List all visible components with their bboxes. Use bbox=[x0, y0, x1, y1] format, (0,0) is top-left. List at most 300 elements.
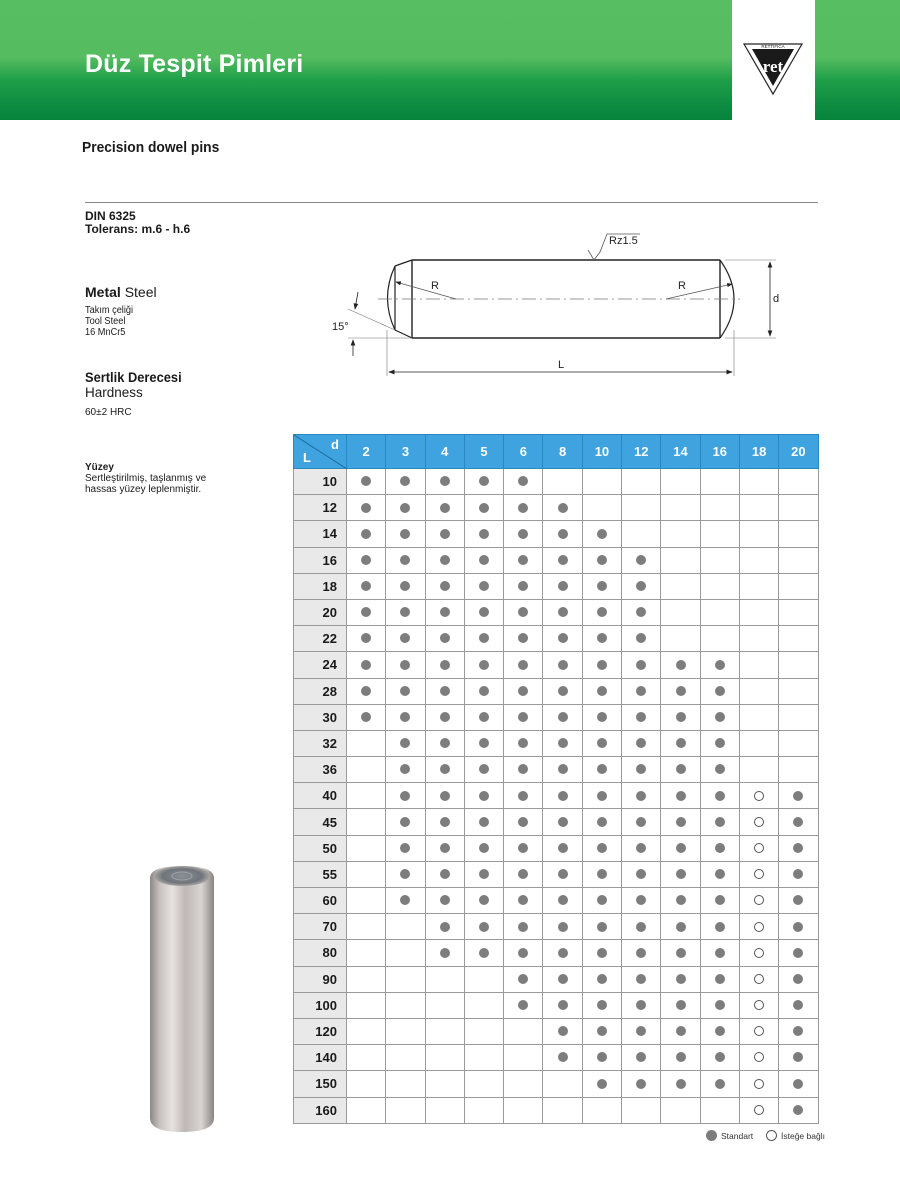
standard-dot-icon bbox=[440, 581, 450, 591]
standard-dot-icon bbox=[400, 869, 410, 879]
table-row bbox=[294, 992, 819, 1018]
standard-dot-icon bbox=[636, 660, 646, 670]
availability-cell bbox=[779, 809, 818, 835]
filled-circle-icon bbox=[706, 1130, 717, 1141]
availability-cell bbox=[543, 626, 582, 652]
availability-cell bbox=[464, 966, 503, 992]
pin-technical-drawing bbox=[320, 220, 800, 390]
row-header-length: 16 bbox=[294, 547, 347, 573]
table-row bbox=[294, 1045, 819, 1071]
availability-cell bbox=[739, 888, 778, 914]
availability-cell bbox=[386, 757, 425, 783]
row-header-length: 10 bbox=[294, 469, 347, 495]
standard-dot-icon bbox=[715, 686, 725, 696]
availability-cell bbox=[700, 940, 739, 966]
standard-info bbox=[85, 210, 190, 235]
standard-dot-icon bbox=[400, 895, 410, 905]
availability-cell bbox=[543, 992, 582, 1018]
standard-dot-icon bbox=[518, 476, 528, 486]
page-subtitle: Precision dowel pins bbox=[82, 139, 220, 156]
standard-dot-icon bbox=[793, 1079, 803, 1089]
standard-dot-icon bbox=[597, 948, 607, 958]
material-info bbox=[85, 285, 157, 338]
availability-cell bbox=[464, 835, 503, 861]
standard-dot-icon bbox=[518, 817, 528, 827]
surface-heading: Yüzey bbox=[85, 462, 114, 473]
standard-dot-icon bbox=[597, 1000, 607, 1010]
availability-cell bbox=[386, 888, 425, 914]
standard-dot-icon bbox=[793, 1026, 803, 1036]
standard-dot-icon bbox=[636, 581, 646, 591]
availability-cell bbox=[543, 704, 582, 730]
availability-cell bbox=[504, 992, 543, 1018]
availability-cell bbox=[425, 626, 464, 652]
availability-cell bbox=[504, 521, 543, 547]
availability-cell bbox=[661, 861, 700, 887]
standard-dot-icon bbox=[715, 817, 725, 827]
availability-cell bbox=[622, 888, 661, 914]
availability-cell bbox=[661, 678, 700, 704]
standard-dot-icon bbox=[479, 922, 489, 932]
availability-cell bbox=[739, 469, 778, 495]
standard-dot-icon bbox=[440, 948, 450, 958]
optional-dot-icon bbox=[754, 922, 764, 932]
dowel-pin-photo bbox=[146, 862, 218, 1134]
availability-cell bbox=[464, 678, 503, 704]
availability-cell bbox=[700, 809, 739, 835]
hardness-heading: Sertlik Derecesi bbox=[85, 369, 182, 385]
row-header-length: 100 bbox=[294, 992, 347, 1018]
availability-cell bbox=[543, 1071, 582, 1097]
standard-dot-icon bbox=[597, 529, 607, 539]
standard-dot-icon bbox=[518, 843, 528, 853]
table-corner-cell bbox=[294, 435, 347, 469]
legend-optional bbox=[766, 1130, 825, 1141]
standard-dot-icon bbox=[636, 843, 646, 853]
standard-dot-icon bbox=[558, 1026, 568, 1036]
standard-dot-icon bbox=[440, 817, 450, 827]
standard-dot-icon bbox=[597, 581, 607, 591]
availability-cell bbox=[622, 573, 661, 599]
availability-cell bbox=[504, 835, 543, 861]
availability-cell bbox=[386, 521, 425, 547]
availability-cell bbox=[661, 966, 700, 992]
availability-cell bbox=[347, 521, 386, 547]
availability-cell bbox=[386, 573, 425, 599]
column-header-d: 8 bbox=[543, 435, 582, 469]
standard-dot-icon bbox=[636, 1026, 646, 1036]
availability-cell bbox=[543, 1045, 582, 1071]
standard-dot-icon bbox=[558, 503, 568, 513]
availability-cell bbox=[622, 495, 661, 521]
availability-cell bbox=[464, 888, 503, 914]
availability-cell bbox=[700, 966, 739, 992]
table-row bbox=[294, 469, 819, 495]
availability-cell bbox=[622, 992, 661, 1018]
standard-dot-icon bbox=[518, 686, 528, 696]
standard-dot-icon bbox=[518, 974, 528, 984]
surface-line: Sertleştirilmiş, taşlanmış ve bbox=[85, 473, 207, 484]
column-header-d: 20 bbox=[779, 435, 818, 469]
availability-cell bbox=[425, 704, 464, 730]
availability-cell bbox=[582, 992, 621, 1018]
availability-cell bbox=[543, 469, 582, 495]
availability-cell bbox=[700, 730, 739, 756]
standard-dot-icon bbox=[715, 922, 725, 932]
availability-cell bbox=[543, 678, 582, 704]
availability-cell bbox=[386, 1097, 425, 1123]
row-header-length: 24 bbox=[294, 652, 347, 678]
standard-dot-icon bbox=[440, 686, 450, 696]
standard-dot-icon bbox=[793, 869, 803, 879]
standard-dot-icon bbox=[479, 817, 489, 827]
availability-cell bbox=[700, 547, 739, 573]
availability-cell bbox=[582, 940, 621, 966]
availability-cell bbox=[661, 809, 700, 835]
standard-dot-icon bbox=[793, 1105, 803, 1115]
surface-info bbox=[85, 462, 206, 495]
standard-dot-icon bbox=[479, 869, 489, 879]
availability-cell bbox=[464, 1097, 503, 1123]
availability-cell bbox=[347, 469, 386, 495]
availability-cell bbox=[700, 992, 739, 1018]
standard-dot-icon bbox=[479, 738, 489, 748]
availability-cell bbox=[425, 1045, 464, 1071]
standard-dot-icon bbox=[676, 843, 686, 853]
availability-cell bbox=[347, 835, 386, 861]
standard-dot-icon bbox=[597, 843, 607, 853]
row-header-length: 160 bbox=[294, 1097, 347, 1123]
availability-cell bbox=[543, 495, 582, 521]
hardness-value: 60±2 HRC bbox=[85, 407, 132, 419]
availability-cell bbox=[779, 678, 818, 704]
availability-cell bbox=[504, 626, 543, 652]
standard-dot-icon bbox=[793, 948, 803, 958]
availability-cell bbox=[739, 1097, 778, 1123]
availability-cell bbox=[386, 626, 425, 652]
availability-cell bbox=[504, 652, 543, 678]
availability-cell bbox=[661, 783, 700, 809]
legend-optional-label: İsteğe bağlı bbox=[781, 1130, 825, 1141]
availability-cell bbox=[504, 469, 543, 495]
availability-cell bbox=[347, 652, 386, 678]
standard-dot-icon bbox=[597, 791, 607, 801]
availability-cell bbox=[425, 809, 464, 835]
availability-cell bbox=[661, 573, 700, 599]
availability-cell bbox=[464, 469, 503, 495]
standard-dot-icon bbox=[558, 581, 568, 591]
availability-cell bbox=[700, 469, 739, 495]
svg-text:ret: ret bbox=[762, 57, 784, 76]
availability-table bbox=[293, 434, 819, 1124]
availability-cell bbox=[661, 992, 700, 1018]
column-header-d: 18 bbox=[739, 435, 778, 469]
standard-dot-icon bbox=[676, 1052, 686, 1062]
availability-cell bbox=[739, 966, 778, 992]
standard-dot-icon bbox=[558, 869, 568, 879]
availability-cell bbox=[543, 1018, 582, 1044]
open-circle-icon bbox=[766, 1130, 777, 1141]
availability-cell bbox=[622, 599, 661, 625]
availability-cell bbox=[661, 914, 700, 940]
availability-cell bbox=[543, 652, 582, 678]
availability-cell bbox=[386, 678, 425, 704]
availability-cell bbox=[347, 626, 386, 652]
availability-cell bbox=[543, 1097, 582, 1123]
optional-dot-icon bbox=[754, 948, 764, 958]
standard-dot-icon bbox=[440, 555, 450, 565]
standard-dot-icon bbox=[676, 869, 686, 879]
availability-cell bbox=[425, 1018, 464, 1044]
availability-cell bbox=[739, 626, 778, 652]
availability-cell bbox=[779, 914, 818, 940]
availability-cell bbox=[386, 704, 425, 730]
availability-cell bbox=[739, 495, 778, 521]
availability-cell bbox=[425, 888, 464, 914]
standard-dot-icon bbox=[440, 764, 450, 774]
standard-dot-icon bbox=[558, 948, 568, 958]
standard-dot-icon bbox=[715, 1026, 725, 1036]
availability-cell bbox=[700, 626, 739, 652]
availability-cell bbox=[700, 704, 739, 730]
availability-cell bbox=[464, 730, 503, 756]
material-line: Tool Steel bbox=[85, 316, 126, 328]
availability-cell bbox=[779, 888, 818, 914]
optional-dot-icon bbox=[754, 974, 764, 984]
standard-dot-icon bbox=[518, 764, 528, 774]
standard-dot-icon bbox=[400, 476, 410, 486]
standard-dot-icon bbox=[400, 660, 410, 670]
availability-cell bbox=[661, 757, 700, 783]
row-header-length: 32 bbox=[294, 730, 347, 756]
standard-dot-icon bbox=[715, 1052, 725, 1062]
availability-cell bbox=[464, 495, 503, 521]
availability-cell bbox=[739, 521, 778, 547]
table-row bbox=[294, 757, 819, 783]
standard-dot-icon bbox=[518, 712, 528, 722]
standard-dot-icon bbox=[558, 922, 568, 932]
availability-cell bbox=[347, 966, 386, 992]
row-header-length: 150 bbox=[294, 1071, 347, 1097]
availability-cell bbox=[700, 835, 739, 861]
availability-cell bbox=[425, 521, 464, 547]
optional-dot-icon bbox=[754, 1105, 764, 1115]
availability-cell bbox=[425, 573, 464, 599]
availability-cell bbox=[700, 495, 739, 521]
row-header-length: 45 bbox=[294, 809, 347, 835]
standard-dot-icon bbox=[597, 738, 607, 748]
availability-cell bbox=[700, 914, 739, 940]
standard-dot-icon bbox=[558, 660, 568, 670]
availability-cell bbox=[425, 547, 464, 573]
standard-dot-icon bbox=[479, 555, 489, 565]
standard-dot-icon bbox=[676, 974, 686, 984]
column-header-d: 2 bbox=[347, 435, 386, 469]
standard-dot-icon bbox=[793, 974, 803, 984]
availability-cell bbox=[504, 1071, 543, 1097]
length-label: L bbox=[558, 359, 565, 371]
availability-cell bbox=[464, 861, 503, 887]
availability-cell bbox=[425, 1097, 464, 1123]
availability-cell bbox=[504, 547, 543, 573]
row-header-length: 70 bbox=[294, 914, 347, 940]
divider bbox=[85, 202, 818, 203]
standard-dot-icon bbox=[479, 686, 489, 696]
availability-cell bbox=[464, 704, 503, 730]
standard-dot-icon bbox=[676, 922, 686, 932]
availability-cell bbox=[504, 888, 543, 914]
availability-cell bbox=[347, 1018, 386, 1044]
standard-dot-icon bbox=[676, 948, 686, 958]
availability-cell bbox=[464, 1045, 503, 1071]
availability-cell bbox=[739, 704, 778, 730]
standard-dot-icon bbox=[558, 843, 568, 853]
availability-cell bbox=[504, 573, 543, 599]
standard-dot-icon bbox=[400, 686, 410, 696]
standard-dot-icon bbox=[558, 712, 568, 722]
standard-dot-icon bbox=[440, 869, 450, 879]
standard-dot-icon bbox=[715, 660, 725, 670]
availability-cell bbox=[779, 992, 818, 1018]
standard-dot-icon bbox=[518, 660, 528, 670]
availability-cell bbox=[582, 966, 621, 992]
standard-dot-icon bbox=[440, 712, 450, 722]
availability-cell bbox=[464, 940, 503, 966]
hardness-info bbox=[85, 370, 190, 418]
availability-cell bbox=[582, 469, 621, 495]
standard-dot-icon bbox=[400, 503, 410, 513]
standard-dot-icon bbox=[518, 529, 528, 539]
availability-cell bbox=[661, 1045, 700, 1071]
standard-dot-icon bbox=[361, 633, 371, 643]
availability-cell bbox=[700, 1045, 739, 1071]
standard-dot-icon bbox=[597, 607, 607, 617]
row-header-length: 50 bbox=[294, 835, 347, 861]
availability-cell bbox=[386, 809, 425, 835]
availability-cell bbox=[779, 1045, 818, 1071]
availability-cell bbox=[504, 757, 543, 783]
availability-cell bbox=[582, 1097, 621, 1123]
standard-dot-icon bbox=[558, 633, 568, 643]
standard-dot-icon bbox=[636, 922, 646, 932]
standard-dot-icon bbox=[400, 843, 410, 853]
standard-dot-icon bbox=[558, 974, 568, 984]
standard-dot-icon bbox=[558, 1052, 568, 1062]
availability-cell bbox=[464, 599, 503, 625]
diagonal-divider bbox=[294, 435, 347, 469]
availability-cell bbox=[582, 599, 621, 625]
availability-cell bbox=[622, 521, 661, 547]
standard-dot-icon bbox=[440, 529, 450, 539]
availability-cell bbox=[700, 652, 739, 678]
standard-dot-icon bbox=[636, 948, 646, 958]
row-header-length: 14 bbox=[294, 521, 347, 547]
availability-cell bbox=[622, 547, 661, 573]
standard-dot-icon bbox=[361, 660, 371, 670]
availability-cell bbox=[661, 547, 700, 573]
availability-cell bbox=[425, 757, 464, 783]
availability-cell bbox=[661, 626, 700, 652]
availability-cell bbox=[504, 809, 543, 835]
material-heading: Metal bbox=[85, 284, 121, 300]
availability-cell bbox=[425, 469, 464, 495]
standard-dot-icon bbox=[440, 738, 450, 748]
availability-cell bbox=[779, 469, 818, 495]
standard-dot-icon bbox=[518, 581, 528, 591]
column-header-d: 5 bbox=[464, 435, 503, 469]
standard-dot-icon bbox=[597, 555, 607, 565]
availability-cell bbox=[347, 1045, 386, 1071]
standard-dot-icon bbox=[558, 817, 568, 827]
standard-dot-icon bbox=[400, 633, 410, 643]
availability-cell bbox=[425, 861, 464, 887]
availability-cell bbox=[347, 730, 386, 756]
availability-cell bbox=[739, 730, 778, 756]
standard-dot-icon bbox=[793, 817, 803, 827]
table-row bbox=[294, 521, 819, 547]
availability-cell bbox=[700, 757, 739, 783]
standard-dot-icon bbox=[715, 791, 725, 801]
availability-cell bbox=[347, 704, 386, 730]
table-row bbox=[294, 1097, 819, 1123]
standard-dot-icon bbox=[793, 895, 803, 905]
standard-dot-icon bbox=[558, 686, 568, 696]
availability-cell bbox=[622, 835, 661, 861]
availability-cell bbox=[386, 966, 425, 992]
availability-cell bbox=[543, 547, 582, 573]
availability-cell bbox=[700, 573, 739, 599]
table-row bbox=[294, 573, 819, 599]
availability-cell bbox=[700, 861, 739, 887]
standard-dot-icon bbox=[400, 738, 410, 748]
standard-dot-icon bbox=[479, 660, 489, 670]
availability-cell bbox=[779, 1018, 818, 1044]
availability-cell bbox=[582, 704, 621, 730]
standard-dot-icon bbox=[715, 974, 725, 984]
standard-dot-icon bbox=[440, 922, 450, 932]
availability-cell bbox=[464, 521, 503, 547]
length-axis-label: L bbox=[303, 450, 311, 465]
standard-dot-icon bbox=[597, 660, 607, 670]
availability-cell bbox=[739, 914, 778, 940]
availability-cell bbox=[779, 652, 818, 678]
availability-cell bbox=[386, 914, 425, 940]
standard-dot-icon bbox=[715, 895, 725, 905]
availability-cell bbox=[582, 757, 621, 783]
page-title: Düz Tespit Pimleri bbox=[85, 50, 304, 78]
availability-cell bbox=[425, 914, 464, 940]
availability-cell bbox=[543, 783, 582, 809]
availability-cell bbox=[347, 757, 386, 783]
standard-dot-icon bbox=[400, 712, 410, 722]
availability-cell bbox=[425, 940, 464, 966]
standard-dot-icon bbox=[518, 503, 528, 513]
availability-cell bbox=[464, 992, 503, 1018]
availability-cell bbox=[386, 1045, 425, 1071]
standard-dot-icon bbox=[793, 1052, 803, 1062]
availability-cell bbox=[347, 1097, 386, 1123]
standard-dot-icon bbox=[597, 1079, 607, 1089]
table-row bbox=[294, 495, 819, 521]
optional-dot-icon bbox=[754, 1052, 764, 1062]
standard-dot-icon bbox=[518, 555, 528, 565]
standard-dot-icon bbox=[597, 633, 607, 643]
standard-dot-icon bbox=[636, 607, 646, 617]
availability-cell bbox=[779, 757, 818, 783]
availability-cell bbox=[582, 678, 621, 704]
table-row bbox=[294, 626, 819, 652]
availability-cell bbox=[425, 783, 464, 809]
